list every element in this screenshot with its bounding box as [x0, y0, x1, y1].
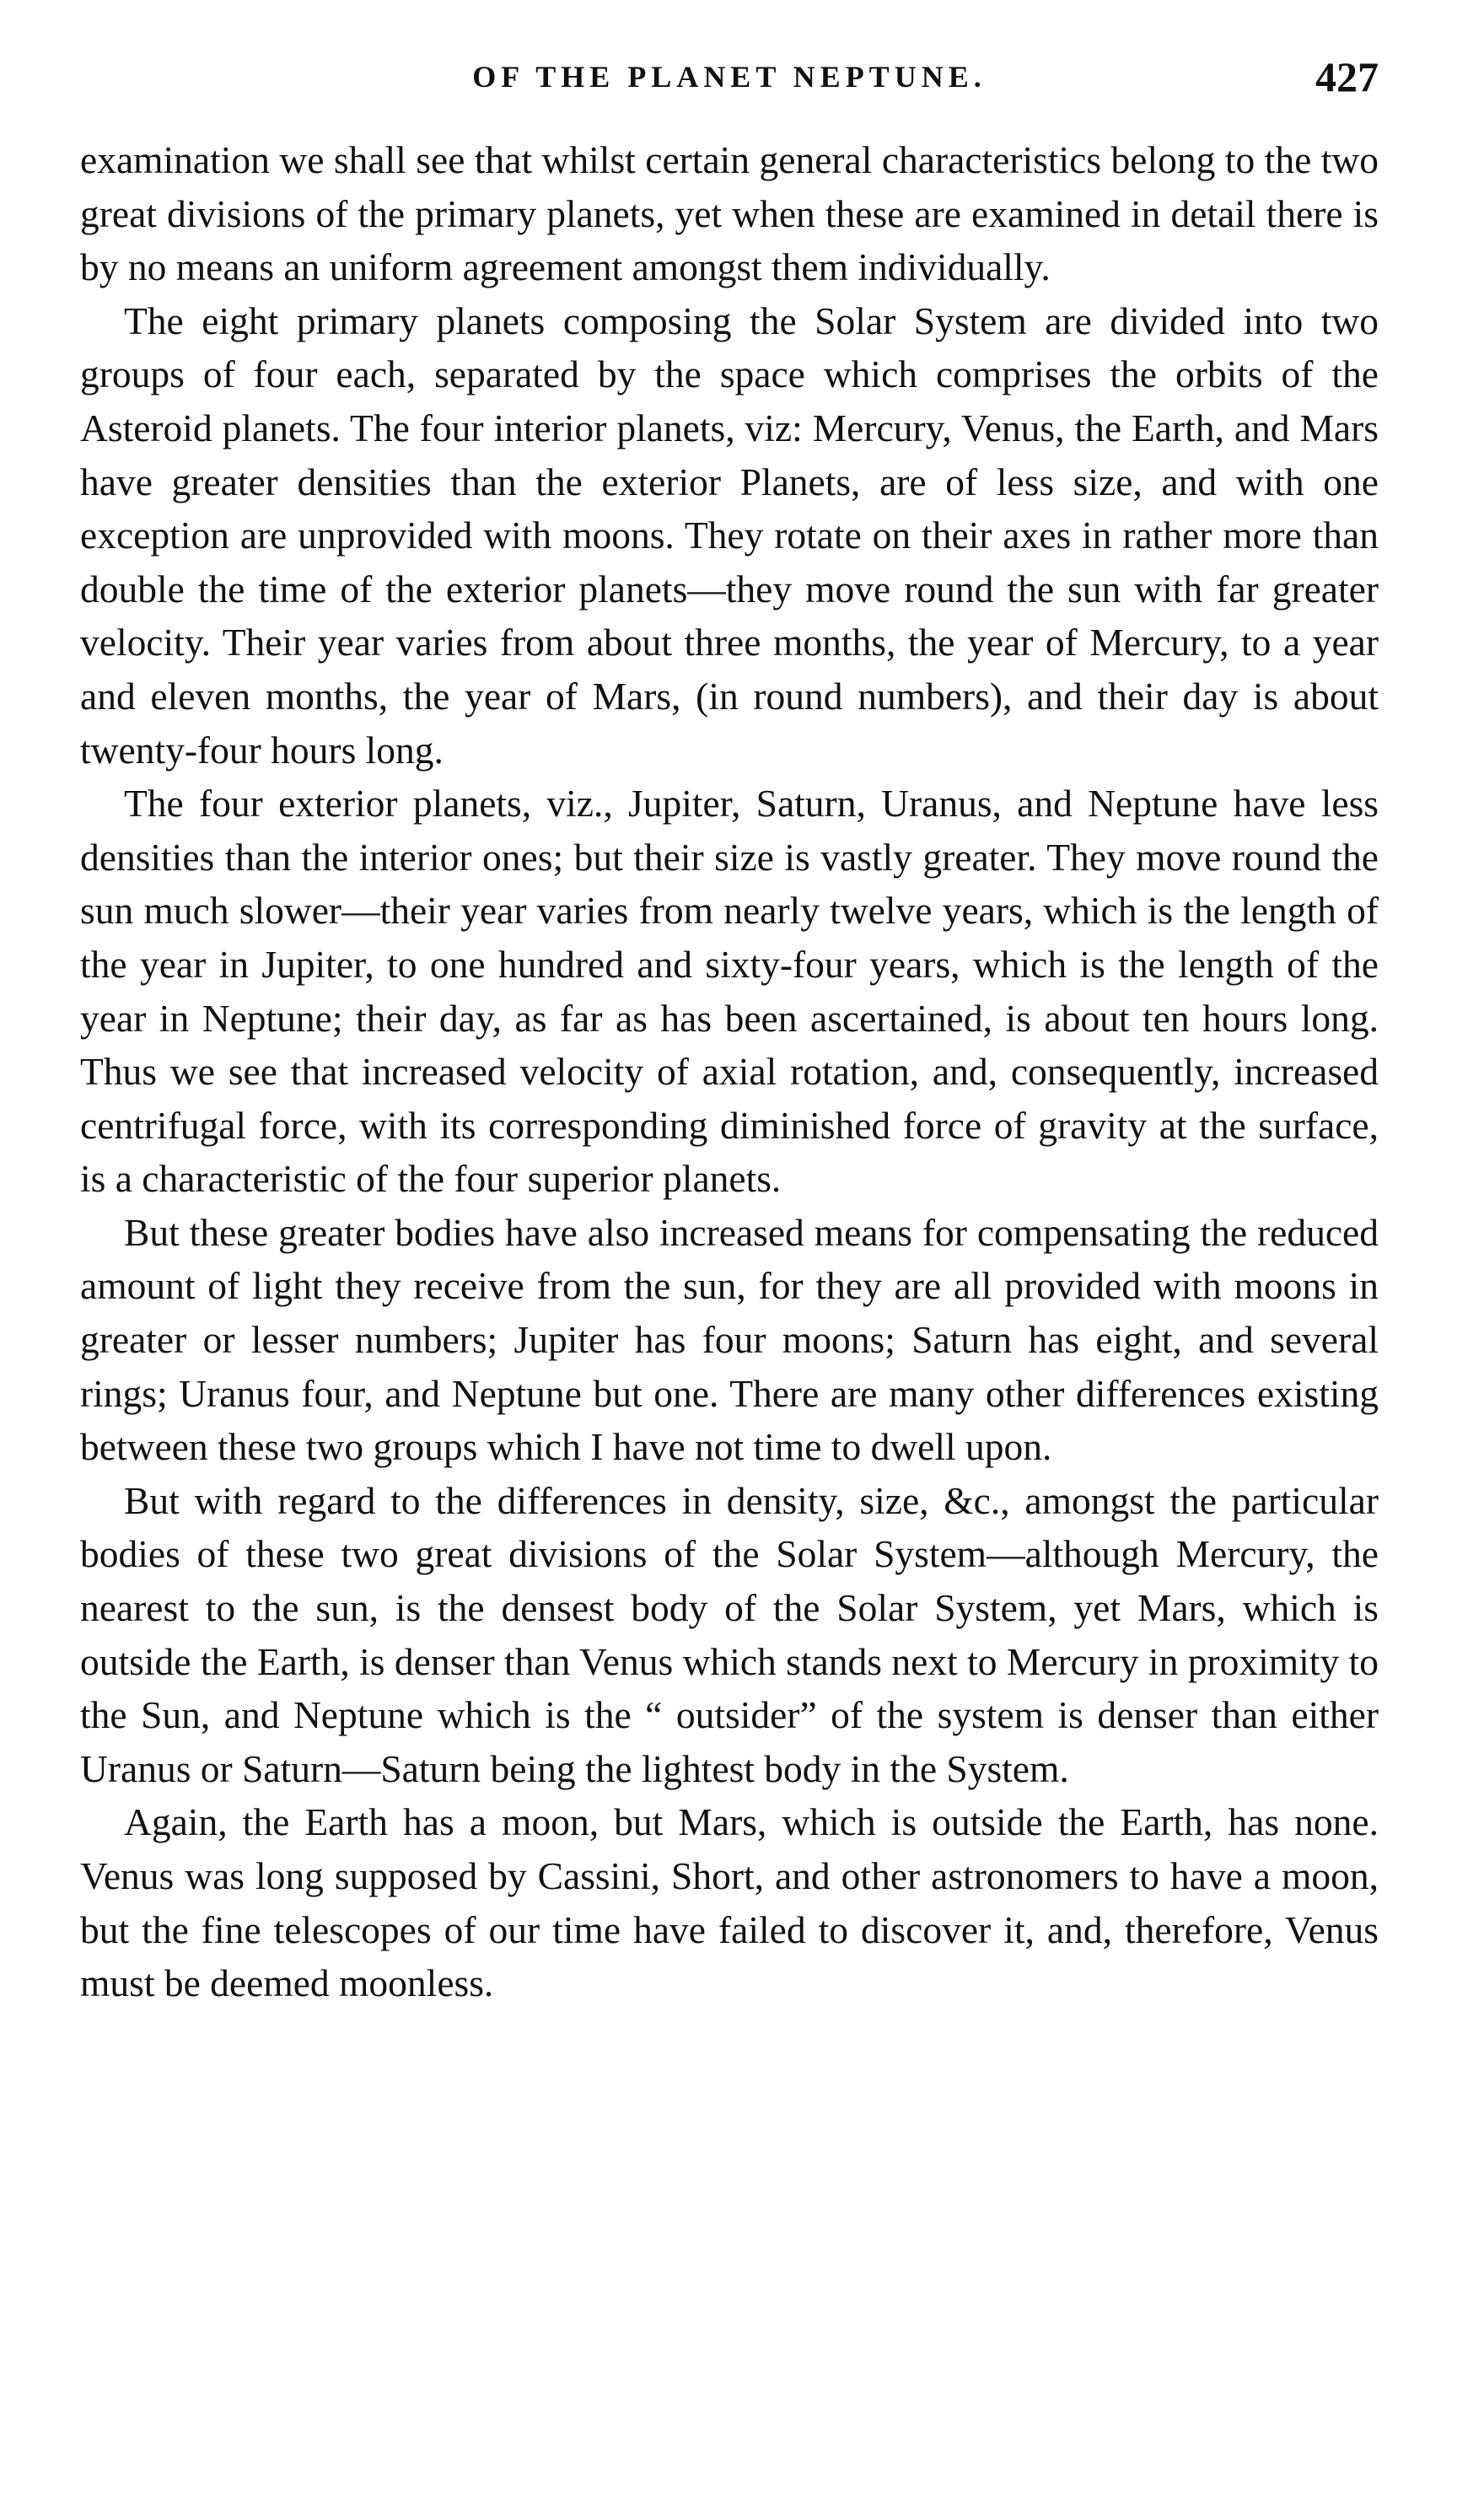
paragraph: But with regard to the differences in density, size, &c., amongst the particular bodies of these two great divisions of the Solar System—although Mercury, the nearest to the sun, is the densest body of the Solar System, yet Mars, which is outside the Earth, is denser than Venus which stands next to Mercury in proximity to the Sun, and Neptune which is the “ outsider” of the system is denser than either Uranus or Saturn—Saturn being the lightest body in the System.	[80, 1478, 1379, 1790]
paragraph: Again, the Earth has a moon, but Mars, which is outside the Earth, has none. Venus was long supposed by Cassini, Short, and other astronomers to have a moon, but the fine telescopes of our time have failed to discover it, and, therefore, Venus must be deemed moonless.	[80, 1800, 1379, 2005]
running-head	[80, 52, 1379, 120]
paragraph-continued: examination we shall see that whilst certain general characteristics belong to the two great divisions of the primary planets, yet when these are examined in detail there is by no means an uniform agreement amongst them individually.	[80, 138, 1379, 289]
running-head-title: OF THE PLANET NEPTUNE.	[472, 60, 987, 94]
paragraph: The four exterior planets, viz., Jupiter, Saturn, Uranus, and Neptune have less densities than the interior ones; but their size is vastly greater. They move round the sun much slower—their year varies from nearly twelve years, which is the length of the year in Jupiter, to one hundred and sixty-four years, which is the length of the year in Neptune; their day, as far as has been ascertained, is about ten hours long. Thus we see that increased velocity of axial rotation, and, consequently, increased centrifugal force, with its corresponding diminished force of gravity at the surface, is a characteristic of the four superior planets.	[80, 782, 1379, 1201]
paragraph: But these greater bodies have also increased means for compensating the reduced amount of light they receive from the sun, for they are all provided with moons in greater or lesser numbers; Jupiter has four moons; Saturn has eight, and several rings; Uranus four, and Neptune but one. There are many other differences existing between these two groups which I have not time to dwell upon.	[80, 1210, 1379, 1469]
paragraph: The eight primary planets composing the Solar System are divided into two groups of four each, separated by the space which comprises the orbits of the Asteroid planets. The four interior planets, viz: Mercury, Venus, the Earth, and Mars have greater densities than the exterior Planets, are of less size, and with one exception are unprovided with moons. They rotate on their axes in rather more than double the time of the exterior planets—they move round the sun with far greater velocity. Their year varies from about three months, the year of Mercury, to a year and eleven months, the year of Mars, (in round numbers), and their day is about twenty-four hours long.	[80, 299, 1379, 772]
body-text	[80, 133, 1379, 2010]
page-number: 427	[1315, 53, 1379, 100]
